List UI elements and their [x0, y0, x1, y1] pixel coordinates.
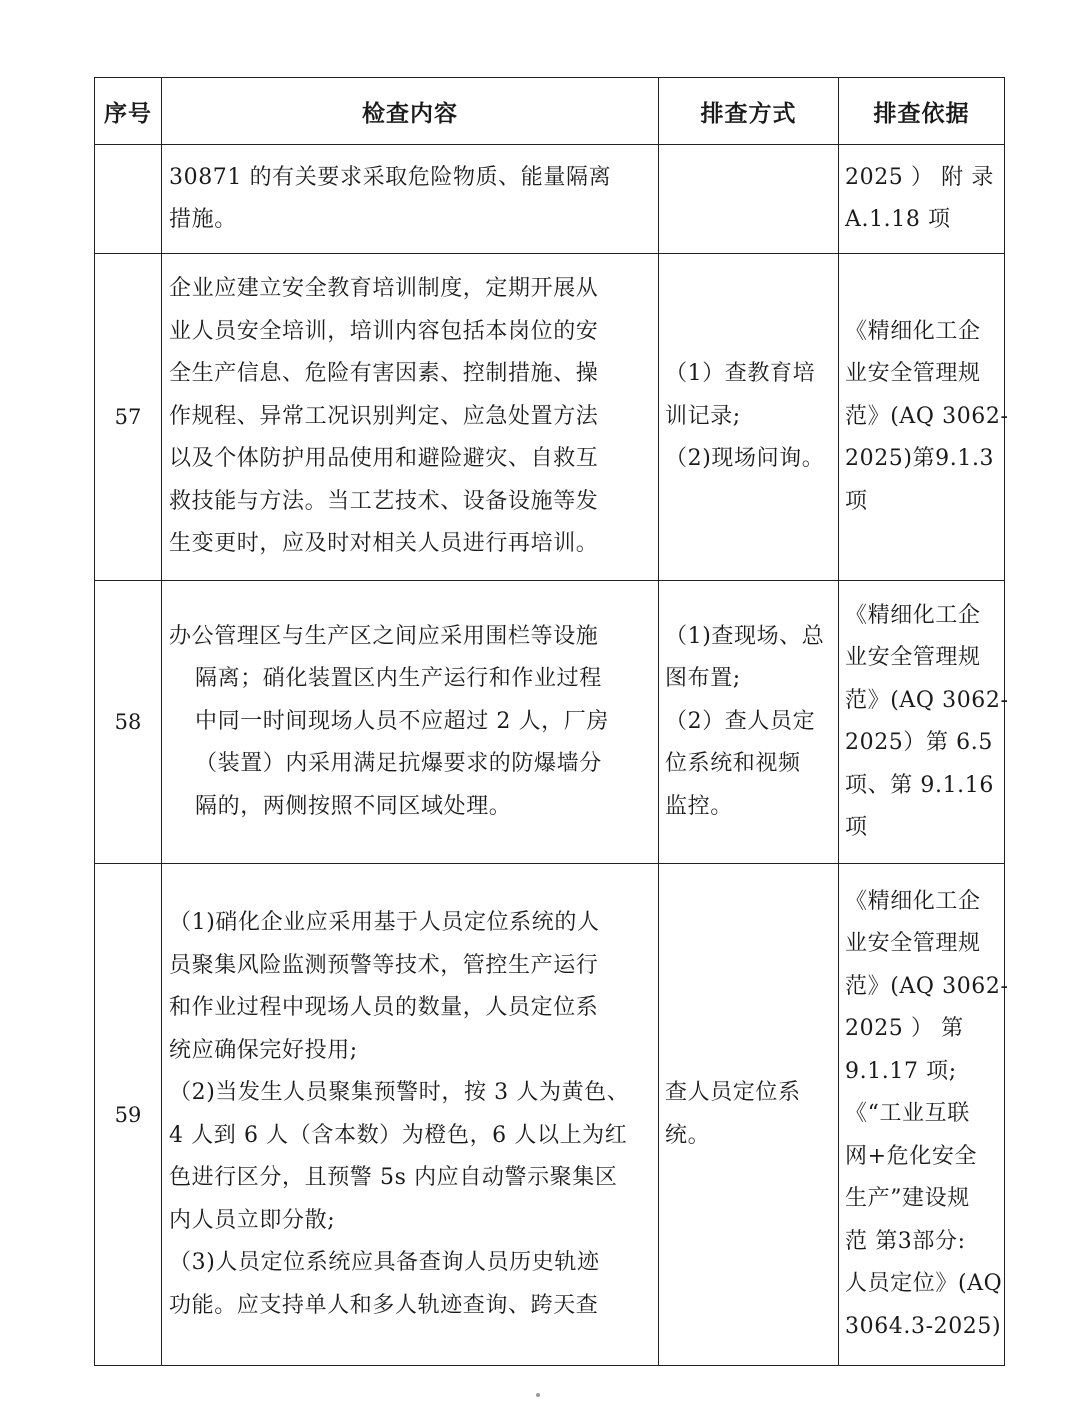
row-method [659, 581, 839, 864]
basis-line: 业安全管理规 [845, 361, 981, 387]
inspection-table [94, 77, 1009, 1366]
basis-line: 2025 ） 附 录 [845, 164, 994, 190]
content-line: 和作业过程中现场人员的数量，人员定位系 [169, 995, 599, 1020]
row-method [659, 254, 839, 581]
row-basis [839, 581, 1009, 864]
basis-line: 项、第 9.1.16 [845, 772, 994, 798]
header-method: 排查方式 [659, 78, 839, 145]
basis-line: 2025)第9.1.3 [845, 446, 995, 472]
table-row [95, 254, 1005, 581]
row-content [162, 581, 659, 864]
basis-line: 《精细化工企 [845, 318, 981, 344]
basis-line: 《精细化工企 [845, 888, 981, 914]
content-line: 办公管理区与生产区之间应采用围栏等设施 [169, 623, 599, 649]
row-seq: 58 [95, 581, 162, 864]
basis-line: 人员定位》(AQ [845, 1271, 1003, 1297]
method-line: 监控。 [665, 793, 733, 819]
basis-line: 项 [845, 815, 868, 840]
basis-line: 范》(AQ 3062- [845, 403, 1009, 429]
row-seq: 57 [95, 254, 162, 581]
basis-line: 生产”建设规 [845, 1186, 970, 1212]
content-line: （3)人员定位系统应具备查询人员历史轨迹 [169, 1250, 600, 1275]
content-line: 救技能与方法。当工艺技术、设备设施等发 [169, 488, 599, 514]
row-method [659, 145, 839, 254]
content-line: 业人员安全培训，培训内容包括本岗位的安 [169, 318, 599, 344]
method-line: 位系统和视频 [665, 751, 801, 777]
content-line: 统应确保完好投用; [169, 1037, 358, 1063]
table-row [95, 581, 1005, 864]
header-row [95, 78, 1005, 145]
basis-line: 项 [845, 488, 868, 514]
row-seq: 59 [95, 864, 162, 1366]
basis-line: 范》(AQ 3062- [845, 687, 1009, 713]
content-line: 生变更时，应及时对相关人员进行再培训。 [169, 531, 599, 557]
basis-line: 范 第3部分: [845, 1228, 966, 1254]
method-line: （2)现场问询。 [665, 446, 825, 472]
content-line: 中同一时间现场人员不应超过 2 人，厂房 [195, 708, 609, 734]
content-line: 隔离；硝化装置区内生产运行和作业过程 [195, 666, 602, 692]
basis-line: 业安全管理规 [845, 645, 981, 670]
content-line: 隔的，两侧按照不同区域处理。 [195, 793, 512, 819]
row-method [659, 864, 839, 1366]
table-row [95, 145, 1005, 254]
method-line: 图布置; [665, 666, 741, 692]
header-content: 检查内容 [162, 78, 659, 145]
method-line: 训记录; [665, 403, 741, 429]
basis-line: 网+危化安全 [845, 1143, 978, 1169]
content-line: 全生产信息、危险有害因素、控制措施、操 [169, 361, 599, 387]
basis-line: 业安全管理规 [845, 931, 981, 957]
method-line: （2）查人员定 [665, 708, 816, 734]
header-basis: 排查依据 [839, 78, 1005, 145]
content-line: 30871 的有关要求采取危险物质、能量隔离 [169, 164, 612, 190]
content-line: 以及个体防护用品使用和避险避灾、自救互 [169, 446, 599, 472]
basis-line: 2025）第 6.5 [845, 730, 993, 755]
content-line: 作规程、异常工况识别判定、应急处置方法 [169, 403, 599, 429]
content-line: 员聚集风险监测预警等技术，管控生产运行 [169, 952, 599, 978]
header-seq: 序号 [95, 78, 162, 145]
basis-line: A.1.18 项 [845, 207, 951, 232]
content-line: 4 人到 6 人（含本数）为橙色，6 人以上为红 [169, 1122, 628, 1148]
row-basis [839, 254, 1009, 581]
row-seq [95, 145, 162, 254]
page-marker-dot [536, 1393, 540, 1397]
table-row [95, 864, 1005, 1366]
basis-line: 3064.3-2025) [845, 1313, 1002, 1339]
row-content [162, 864, 659, 1366]
method-line: 查人员定位系 [665, 1080, 801, 1105]
row-basis [839, 145, 1005, 254]
basis-line: 范》(AQ 3062- [845, 973, 1009, 999]
basis-line: 《“工业互联 [845, 1101, 970, 1127]
method-line: （1)查现场、总 [665, 623, 825, 649]
row-basis [839, 864, 1009, 1366]
row-content [162, 145, 659, 254]
basis-line: 2025 ） 第 [845, 1016, 964, 1042]
row-content [162, 254, 659, 581]
method-line: （1）查教育培 [665, 361, 816, 387]
content-line: （装置）内采用满足抗爆要求的防爆墙分 [195, 751, 602, 777]
content-line: 内人员立即分散; [169, 1207, 336, 1233]
basis-line: 9.1.17 项; [845, 1058, 957, 1084]
content-line: （1)硝化企业应采用基于人员定位系统的人 [169, 910, 600, 935]
content-line: 措施。 [169, 207, 237, 232]
content-line: 功能。应支持单人和多人轨迹查询、跨天查 [169, 1292, 599, 1318]
content-line: 色进行区分，且预警 5s 内应自动警示聚集区 [169, 1165, 618, 1190]
method-line: 统。 [665, 1122, 711, 1148]
content-line: （2)当发生人员聚集预警时，按 3 人为黄色、 [169, 1080, 630, 1105]
basis-line: 《精细化工企 [845, 602, 981, 628]
content-line: 企业应建立安全教育培训制度，定期开展从 [169, 276, 599, 302]
